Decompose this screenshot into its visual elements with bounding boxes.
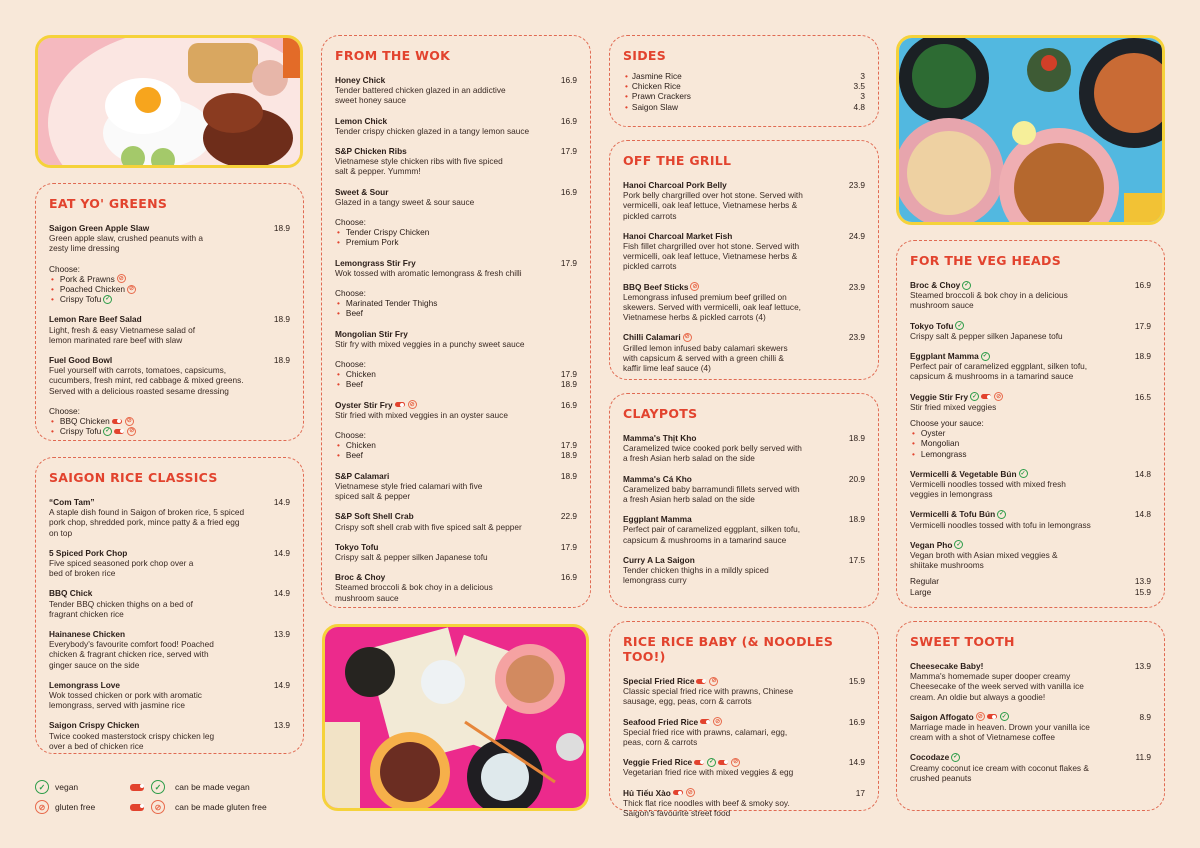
section-title: SIDES	[623, 48, 667, 63]
menu-item: Mamma's Thịt Kho 18.9 Caramelized twice cooked pork belly served with a fresh Asian herb salad on the side	[623, 433, 865, 464]
list-item: • Saigon Slaw 4.8	[633, 102, 865, 112]
menu-item: Vermicelli & Vegetable Bún ✓ 14.8 Vermicelli noodles tossed with mixed fresh veggies in lemongrass	[910, 468, 1151, 500]
can-gluten-free-icon: ⊘	[687, 789, 693, 796]
menu-item: BBQ Chick 14.9 Tender BBQ chicken thighs on a bed of fragrant chicken rice	[49, 588, 290, 619]
can-gluten-free-icon: ⊘	[126, 418, 132, 425]
menu-item: Hanoi Charcoal Pork Belly 23.9 Pork belly chargrilled over hot stone. Served with vermicelli, oak leaf lettuce, Vietnamese herbs & pickled carrots	[623, 180, 865, 221]
sides-list	[623, 71, 865, 112]
choose-options: Choose: • Chicken 17.9 • Beef 18.9	[335, 430, 577, 461]
menu-item: Saigon Green Apple Slaw 18.9 Green apple slaw, crushed peanuts with a zesty lime dressing	[49, 223, 290, 254]
section-title: FROM THE WOK	[335, 48, 451, 63]
legend-can-vegan: ✓ can be made vegan	[130, 780, 250, 794]
menu-item: Tokyo Tofu ✓ 17.9 Crispy salt & pepper silken Japanese tofu	[910, 320, 1151, 341]
toggle-icon	[696, 679, 706, 684]
gluten-free-icon: ⊘	[35, 800, 49, 814]
menu-item: S&P Calamari 18.9 Vietnamese style fried calamari with five spiced salt & pepper	[335, 470, 577, 502]
section-sides	[609, 35, 879, 127]
choose-options: Choose: • Tender Crispy Chicken • Premium Pork	[335, 217, 577, 248]
choose-sauce: Choose your sauce: • Oyster • Mongolian • Lemongrass	[910, 418, 1151, 459]
can-gluten-free-icon: ⊘	[996, 393, 1002, 400]
menu-item: “Com Tam” 14.9 A staple dish found in Saigon of broken rice, 5 spiced pork chop, shredded pork, mince patty & a fried egg on top	[49, 497, 290, 538]
photo-com-tam	[35, 35, 303, 168]
vegan-icon: ✓	[964, 282, 970, 288]
list-item: • Jasmine Rice 3	[633, 71, 865, 81]
vegan-icon: ✓	[972, 393, 978, 400]
section-title: EAT YO' GREENS	[49, 196, 168, 211]
menu-item: Mamma's Cá Kho 20.9 Caramelized baby barramundi fillets served with a fresh Asian herb salad on the side	[623, 473, 865, 505]
can-vegan-icon: ✓	[709, 759, 715, 766]
can-gluten-free-icon: ⊘	[129, 428, 135, 435]
menu-item: Broc & Choy 16.9 Steamed broccoli & bok choy in a delicious mushroom sauce	[335, 572, 577, 603]
section-title: CLAYPOTS	[623, 406, 698, 421]
menu-item: Hủ Tiếu Xào ⊘ 17 Thick flat rice noodles with beef & smoky soy. Saigon's favourite street food	[623, 787, 865, 819]
section-title: FOR THE VEG HEADS	[910, 253, 1061, 268]
menu-item: Veggie Stir Fry ✓ ⊘ 16.5 Stir fried mixed veggies	[910, 391, 1151, 412]
list-item: • Chicken Rice 3.5	[633, 81, 865, 91]
can-gluten-free-icon: ⊘	[715, 718, 721, 725]
section-title: OFF THE GRILL	[623, 153, 732, 168]
menu-item: Lemongrass Love 14.9 Wok tossed chicken or pork with aromatic lemongrass, served with jasmine rice	[49, 679, 290, 711]
vegan-icon: ✓	[1020, 470, 1026, 477]
toggle-icon	[981, 394, 991, 399]
menu-item: 5 Spiced Pork Chop 14.9 Five spiced seasoned pork chop over a bed of broken rice	[49, 547, 290, 579]
section-rice-baby	[609, 621, 879, 819]
menu-item: Sweet & Sour 16.9 Glazed in a tangy sweet & sour sauce	[335, 186, 577, 207]
menu-item: Hainanese Chicken 13.9 Everybody's favourite comfort food! Poached chicken & fragrant chicken rice, served with ginger sauce on the side	[49, 629, 290, 670]
menu-item: Saigon Affogato ⊘ ✓ 8.9 Marriage made in heaven. Drown your vanilla ice cream with a shot of Vietnamese coffee	[910, 711, 1151, 743]
section-title: SWEET TOOTH	[910, 634, 1015, 649]
vegan-icon: ✓	[957, 322, 963, 329]
menu-item: Hanoi Charcoal Market Fish 24.9 Fish fillet chargrilled over hot stone. Served with vermicelli, oak leaf lettuce, Vietnamese herbs & pickled carrots	[623, 230, 865, 272]
vegan-icon: ✓	[999, 511, 1005, 518]
legend-gluten-free: ⊘ gluten free	[35, 800, 95, 814]
choose-options: Choose: • Chicken 17.9 • Beef 18.9	[335, 359, 577, 390]
gluten-free-icon: ⊘	[151, 800, 165, 814]
menu-item: S&P Chicken Ribs 17.9 Vietnamese style chicken ribs with five spiced salt & pepper. Yummm!	[335, 146, 577, 177]
gluten-free-icon: ⊘	[977, 713, 983, 720]
section-wok	[321, 35, 591, 608]
size-options: Regular 13.9 Large 15.9	[910, 576, 1151, 597]
vegan-icon: ✓	[35, 780, 49, 794]
choose-options: Choose: • Pork & Prawns ⊘ • Poached Chicken ⊘ • Crispy Tofu ✓	[49, 264, 290, 305]
vegan-icon: ✓	[105, 296, 111, 303]
toggle-icon	[718, 760, 728, 765]
gluten-free-icon: ⊘	[128, 286, 134, 293]
choose-options: Choose: • BBQ Chicken ⊘ • Crispy Tofu ✓ ⊘	[49, 406, 290, 437]
toggle-icon	[130, 784, 144, 791]
choose-options: Choose: • Marinated Tender Thighs • Beef	[335, 288, 577, 319]
legend-can-gluten-free: ⊘ can be made gluten free	[130, 800, 267, 814]
can-gluten-free-icon: ⊘	[409, 401, 415, 408]
section-greens	[35, 183, 304, 441]
photo-dishes-blue	[896, 35, 1165, 225]
can-gluten-free-icon: ⊘	[711, 678, 717, 684]
menu-item: Lemongrass Stir Fry 17.9 Wok tossed with aromatic lemongrass & fresh chilli	[335, 257, 577, 278]
section-title: SAIGON RICE CLASSICS	[49, 470, 218, 485]
menu-item: Honey Chick 16.9 Tender battered chicken glazed in an addictive sweet honey sauce	[335, 75, 577, 106]
menu-item: Chilli Calamari ⊘ 23.9 Grilled lemon infused baby calamari skewers with capsicum & served with a green chilli & kaffir lime leaf sauce (4)	[623, 332, 865, 374]
menu-item: Broc & Choy ✓ 16.9 Steamed broccoli & bok choy in a delicious mushroom sauce	[910, 280, 1151, 311]
menu-item: Saigon Crispy Chicken 13.9 Twice cooked masterstock crispy chicken leg over a bed of chicken rice	[49, 720, 290, 751]
gluten-free-icon: ⊘	[118, 275, 124, 282]
section-grill	[609, 140, 879, 380]
section-sweet	[896, 621, 1165, 811]
menu-item: BBQ Beef Sticks ⊘ 23.9 Lemongrass infused premium beef grilled on skewers. Served with vermicelli, oak leaf lettuce, Vietnamese herbs & pickled carrots (4)	[623, 281, 865, 323]
toggle-icon	[700, 719, 710, 724]
menu-item: Veggie Fried Rice ✓ ⊘ 14.9 Vegetarian fried rice with mixed veggies & egg	[623, 757, 865, 778]
menu-item: Tokyo Tofu 17.9 Crispy salt & pepper silken Japanese tofu	[335, 541, 577, 562]
menu-item: Oyster Stir Fry ⊘ 16.9 Stir fried with mixed veggies in an oyster sauce	[335, 399, 577, 420]
list-item: • Prawn Crackers 3	[633, 91, 865, 101]
toggle-icon	[130, 804, 144, 811]
vegan-icon: ✓	[956, 541, 962, 548]
legend-vegan: ✓ vegan	[35, 780, 78, 794]
menu-item: Seafood Fried Rice ⊘ 16.9 Special fried rice with prawns, calamari, egg, peas, corn & carrots	[623, 716, 865, 748]
menu-item: Cocodaze ✓ 11.9 Creamy coconut ice cream with coconut flakes & crushed peanuts	[910, 752, 1151, 783]
vegan-icon: ✓	[953, 754, 959, 761]
menu-item: Cheesecake Baby! 13.9 Mamma's homemade super dooper creamy Cheesecake of the week served with vanilla ice cream. An oldie but always a goodie!	[910, 661, 1151, 702]
menu-item: Vermicelli & Tofu Bún ✓ 14.8 Vermicelli noodles tossed with tofu in lemongrass	[910, 509, 1151, 530]
section-title: RICE RICE BABY (& NOODLES TOO!)	[623, 634, 834, 664]
section-veg	[896, 240, 1165, 608]
can-gluten-free-icon: ⊘	[733, 759, 739, 766]
toggle-icon	[987, 714, 997, 719]
toggle-icon	[673, 790, 683, 795]
menu-item: Mongolian Stir Fry Stir fry with mixed veggies in a punchy sweet sauce	[335, 328, 525, 349]
toggle-icon	[694, 760, 704, 765]
menu-item: Lemon Chick 16.9 Tender crispy chicken glazed in a tangy lemon sauce	[335, 115, 577, 136]
menu-item: Curry A La Saigon 17.5 Tender chicken thighs in a mildly spiced lemongrass curry	[623, 554, 865, 586]
menu-item: Eggplant Mamma 18.9 Perfect pair of caramelized eggplant, silken tofu, capsicum & mushrooms in a tamarind sauce	[623, 514, 865, 545]
vegan-icon: ✓	[105, 428, 111, 435]
photo-dishes-pink	[322, 624, 589, 811]
toggle-icon	[114, 429, 124, 434]
gluten-free-icon: ⊘	[684, 334, 690, 341]
section-claypots	[609, 393, 879, 608]
menu-item: Fuel Good Bowl 18.9 Fuel yourself with carrots, tomatoes, capsicums, cucumbers, fresh mint, red cabbage & mixed greens. Served with a delicious roasted sesame dressing	[49, 355, 290, 396]
menu-item: Vegan Pho ✓ Vegan broth with Asian mixed veggies & shiitake mushrooms	[910, 539, 1058, 571]
vegan-icon: ✓	[982, 353, 988, 360]
toggle-icon	[395, 402, 405, 407]
vegan-icon: ✓	[151, 780, 165, 794]
menu-item: S&P Soft Shell Crab 22.9 Crispy soft shell crab with five spiced salt & pepper	[335, 511, 577, 532]
menu-item: Special Fried Rice ⊘ 15.9 Classic special fried rice with prawns, Chinese sausage, egg, peas, corn & carrots	[623, 676, 865, 707]
toggle-icon	[112, 419, 122, 424]
gluten-free-icon: ⊘	[692, 283, 698, 290]
menu-item: Lemon Rare Beef Salad 18.9 Light, fresh & easy Vietnamese salad of lemon marinated rare beef with slaw	[49, 314, 290, 345]
section-rice-classics	[35, 457, 304, 754]
menu-item: Eggplant Mamma ✓ 18.9 Perfect pair of caramelized eggplant, silken tofu, capsicum & mushrooms in a tamarind sauce	[910, 351, 1151, 382]
can-vegan-icon: ✓	[1001, 713, 1007, 720]
